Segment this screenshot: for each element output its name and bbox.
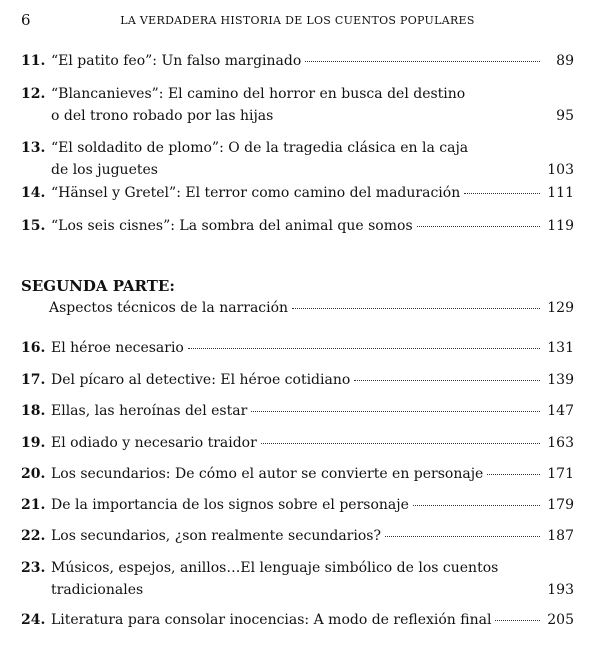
chapter-title: “Blancanieves”: El camino del horror en busca del destino	[51, 86, 466, 102]
page-reference: 89	[556, 53, 574, 69]
page-reference: 119	[547, 218, 574, 234]
chapter-title: “El patito feo”: Un falso marginado	[51, 53, 302, 69]
chapter-number: 24.	[21, 612, 46, 628]
page-reference: 111	[547, 185, 574, 201]
dot-leader	[413, 501, 540, 506]
chapter-title: Literatura para consolar inocencias: A modo de reflexión final	[51, 612, 492, 628]
chapter-number: 19.	[21, 435, 46, 451]
dot-leader	[305, 57, 540, 62]
chapter-title: o del trono robado por las hijas	[51, 108, 274, 124]
dot-leader	[417, 222, 540, 227]
dot-leader	[354, 376, 540, 381]
part-subtitle: Aspectos técnicos de la narración	[49, 300, 289, 316]
dot-leader	[188, 344, 540, 349]
chapter-title: “El soldadito de plomo”: O de la tragedia clásica en la caja	[51, 140, 469, 156]
page-reference: 193	[547, 582, 574, 598]
dot-leader	[464, 189, 540, 194]
chapter-number: 11.	[21, 53, 46, 69]
chapter-number: 21.	[21, 497, 46, 513]
chapter-title: De la importancia de los signos sobre el personaje	[51, 497, 409, 513]
page-reference: 163	[547, 435, 574, 451]
chapter-title: Del pícaro al detective: El héroe cotidiano	[51, 372, 351, 388]
dot-leader	[147, 587, 540, 591]
page-reference: 103	[547, 162, 574, 178]
chapter-title: tradicionales	[51, 582, 144, 598]
chapter-title: de los juguetes	[51, 162, 158, 178]
chapter-title: Ellas, las heroínas del estar	[51, 403, 248, 419]
chapter-number: 20.	[21, 466, 46, 482]
page-reference: 147	[547, 403, 574, 419]
page-reference: 187	[547, 528, 574, 544]
chapter-number: 22.	[21, 528, 46, 544]
page-reference: 205	[547, 612, 574, 628]
chapter-title: “Los seis cisnes”: La sombra del animal que somos	[51, 218, 413, 234]
chapter-number: 18.	[21, 403, 46, 419]
chapter-number: 14.	[21, 185, 46, 201]
chapter-number: 16.	[21, 340, 46, 356]
chapter-number: 15.	[21, 218, 46, 234]
chapter-title: Los secundarios: De cómo el autor se convierte en personaje	[51, 466, 484, 482]
page-header	[21, 11, 574, 33]
chapter-number: 23.	[21, 560, 46, 576]
running-head: LA VERDADERA HISTORIA DE LOS CUENTOS POPULARES	[120, 14, 475, 27]
dot-leader	[292, 304, 540, 309]
chapter-number: 13.	[21, 140, 46, 156]
dot-leader	[277, 113, 540, 117]
chapter-title: El héroe necesario	[51, 340, 184, 356]
chapter-title: Músicos, espejos, anillos…El lenguaje simbólico de los cuentos	[51, 560, 499, 576]
dot-leader	[162, 167, 540, 171]
dot-leader	[495, 616, 540, 621]
chapter-number: 12.	[21, 86, 46, 102]
page-reference: 171	[547, 466, 574, 482]
chapter-number: 17.	[21, 372, 46, 388]
dot-leader	[251, 407, 540, 412]
page-number: 6	[21, 11, 31, 29]
part-page: 129	[547, 300, 574, 316]
page-reference: 139	[547, 372, 574, 388]
chapter-title: El odiado y necesario traidor	[51, 435, 257, 451]
part-title: SEGUNDA PARTE:	[21, 277, 175, 295]
chapter-title: “Hänsel y Gretel”: El terror como camino del maduración	[51, 185, 461, 201]
part-subtitle-entry	[49, 297, 574, 319]
dot-leader	[385, 532, 540, 537]
dot-leader	[261, 439, 540, 444]
page-reference: 179	[547, 497, 574, 513]
dot-leader	[487, 470, 540, 475]
chapter-title: Los secundarios, ¿son realmente secundarios?	[51, 528, 381, 544]
page-reference: 95	[556, 108, 574, 124]
page-reference: 131	[547, 340, 574, 356]
